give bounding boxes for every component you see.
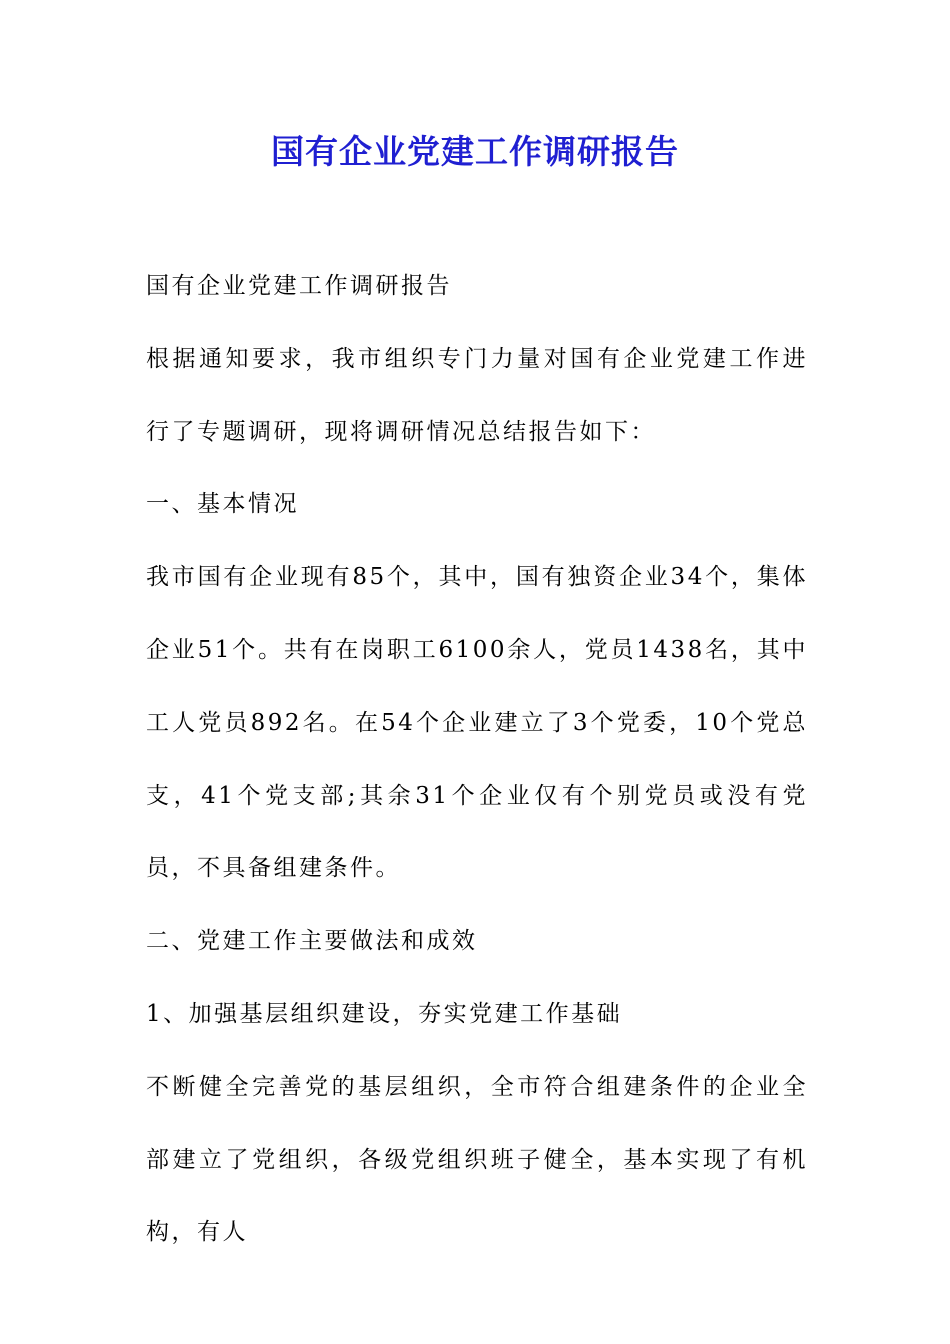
subsection-heading-1: 1、加强基层组织建设，夯实党建工作基础 <box>146 1000 623 1027</box>
paragraph-organization: 不断健全完善党的基层组织，全市符合组建条件的企业全部建立了党组织，各级党组织班子健全，基本实现了有机构，有人 <box>146 1073 808 1246</box>
document-title: 国有企业党建工作调研报告 <box>271 132 679 171</box>
section-heading-basic: 一、基本情况 <box>146 491 299 518</box>
section-heading-practices: 二、党建工作主要做法和成效 <box>146 928 478 955</box>
paragraph-subtitle: 国有企业党建工作调研报告 <box>146 273 452 299</box>
document-body <box>146 250 808 1269</box>
paragraph-basic-info: 我市国有企业现有85个，其中，国有独资企业34个，集体企业51个。共有在岗职工6100余人，党员1438名，其中工人党员892名。在54个企业建立了3个党委，10个党总支，41个党支部;其余31个企业仅有个别党员或没有党员，不具备组建条件。 <box>146 564 808 882</box>
paragraph-intro: 根据通知要求，我市组织专门力量对国有企业党建工作进行了专题调研，现将调研情况总结报告如下： <box>146 345 808 445</box>
